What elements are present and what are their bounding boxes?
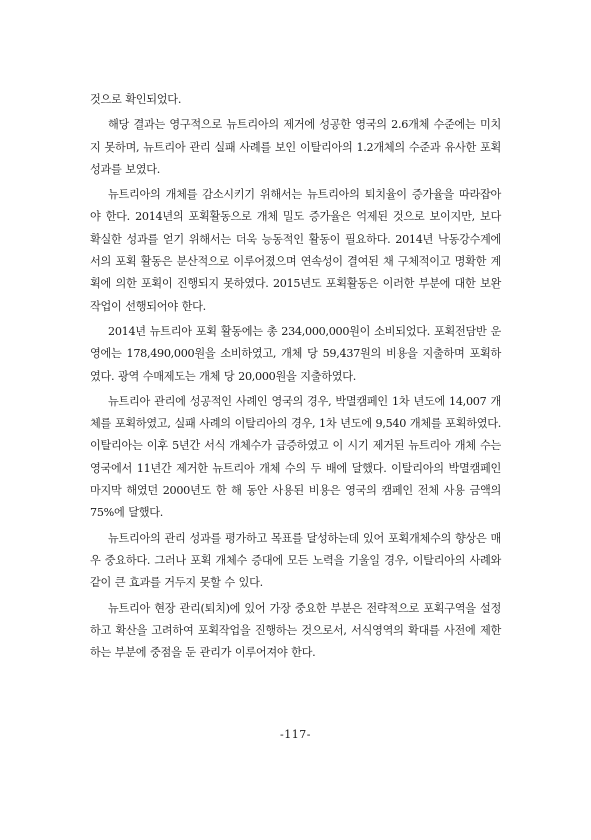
- paragraph-evaluation: 뉴트리아의 관리 성과를 평가하고 목표를 달성하는데 있어 포획개체수의 향상은 매우 중요하다. 그러나 포획 개체수 증대에 모든 노력을 기울일 경우, 이탈리아의 사례와 같이 큰 효과를 거두지 못할 수 있다.: [90, 531, 501, 590]
- paragraph-uk-italy-comparison: 뉴트리아 관리에 성공적인 사례인 영국의 경우, 박멸캠페인 1차 년도에 14,007 개체를 포획하였고, 실패 사례의 이탈리아의 경우, 1차 년도에 9,540 개체를 포획하였다. 이탈리아는 이후 5년간 서식 개체수가 급증하였고 이 시기 제거된 뉴트리아 개체 수는 영국에서 11년간 제거한 뉴트리아 개체 수의 두 배에 달했다. 이탈리아의 박멸캠페인 마지막 해였던 2000년도 한 해 동안 사용된 비용은 영국의 캠페인 전체 사용 금액의 75%에 달했다.: [90, 394, 501, 520]
- paragraph-continuation: 것으로 확인되었다.: [90, 93, 182, 106]
- paragraph-capture-results: 해당 결과는 영구적으로 뉴트리아의 제거에 성공한 영국의 2.6개체 수준에는 미치지 못하며, 뉴트리아 관리 실패 사례를 보인 이탈리아의 1.2개체의 수준과 유사한 포획 성과를 보였다.: [90, 118, 501, 176]
- paragraph-field-management: 뉴트리아 현장 관리(퇴치)에 있어 가장 중요한 부분은 전략적으로 포획구역을 설정하고 확산을 고려하여 포획작업을 진행하는 것으로서, 서식영역의 확대를 사전에 제한하는 부분에 중점을 둔 관리가 이루어져야 한다.: [90, 601, 501, 660]
- paragraph-removal-rate: 뉴트리아의 개체를 감소시키기 위해서는 뉴트리아의 퇴치율이 증가율을 따라잡아야 한다. 2014년의 포획활동으로 개체 밀도 증가율은 억제된 것으로 보이지만, 보다 확실한 성과를 얻기 위해서는 더욱 능동적인 활동이 필요하다. 2014년 낙동강수계에서의 포획 활동은 분산적으로 이루어졌으며 연속성이 결여된 채 구체적이고 명확한 계획에 의한 포획이 진행되지 못하였다. 2015년도 포획활동은 이러한 부분에 대한 보완 작업이 선행되어야 한다.: [90, 188, 501, 313]
- document-body: [90, 89, 501, 667]
- paragraph-costs: 2014년 뉴트리아 포획 활동에는 총 234,000,000원이 소비되었다. 포획전담반 운영에는 178,490,000원을 소비하였고, 개체 당 59,437원의 비용을 지출하며 포획하였다. 광역 수매제도는 개체 당 20,000원을 지출하였다.: [90, 324, 501, 383]
- page-number: -117-: [280, 728, 311, 741]
